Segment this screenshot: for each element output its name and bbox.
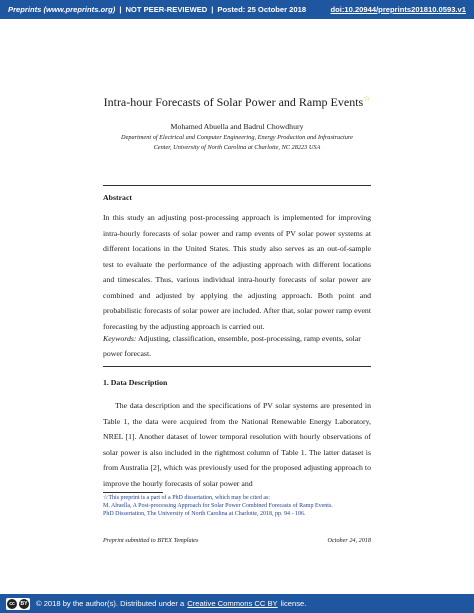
license-footer-bar (0, 594, 474, 613)
license-suffix: license. (280, 599, 307, 608)
paper-title (0, 94, 474, 110)
footnote-rule (103, 492, 163, 493)
posted-date: Posted: 25 October 2018 (217, 5, 307, 14)
section-body: The data description and the specifications of PV solar systems are presented in Table 1, the data were acquired from the National Renewable Energy Laboratory, NREL [1]. Another dataset of lower temporal resolution with hourly observations of solar power is also included in the rightmost column of Table 1. The latter dataset is from Australia [2], which was previously used for the proposed adjusting approach to improve the hourly forecasts of solar power and (103, 401, 371, 488)
paper-affiliation (0, 133, 474, 152)
preprint-header-bar (0, 0, 474, 19)
submitted-to: Preprint submitted to BTEX Templates (103, 537, 199, 544)
abstract-body: In this study an adjusting post-processing approach is implemented for improving intra-hourly forecasts of solar power and ramp events of PV solar power systems at different locations in the United States. This study also serves as an out-of-sample test to evaluate the performance of the adjusting approach with different locations and timescales. Thus, various individual intra-hourly forecasts of solar power are combined and adjusted by applying the adjusting approach. Both point and probabilistic forecasts of solar power are included. After that, solar power ramp event forecasting by the adjusting approach is carried out. (103, 213, 371, 331)
abstract-heading: Abstract (103, 193, 133, 202)
footnote (103, 494, 371, 519)
cc-by-badge[interactable] (6, 598, 30, 610)
paper-title-text: Intra-hour Forecasts of Solar Power and Ramp Events (103, 95, 364, 109)
footnote-line: ☆This preprint is a part of a PhD dissertation, which may be cited as: (103, 495, 271, 501)
keywords-text: Adjusting, classification, ensemble, post-processing, ramp events, solar power forecast. (103, 334, 361, 358)
by-icon: BY (20, 600, 28, 607)
footnote-line: M. Abuella, A Post-processing Approach for Solar Power Combined Forecasts of Ramp Events. (103, 503, 333, 510)
affiliation-line: Department of Electrical and Computer Engineering, Energy Production and Infrastructure (121, 134, 353, 141)
peer-review-status: NOT PEER-REVIEWED (125, 5, 208, 14)
section-heading: 1. Data Description (103, 378, 168, 387)
cc-icon: cc (7, 599, 17, 609)
license-link[interactable]: Creative Commons CC BY (187, 599, 278, 608)
header-left-group (8, 5, 306, 14)
preprint-submission-line (103, 537, 371, 544)
copyright-text: © 2018 by the author(s). Distributed under a (36, 599, 185, 608)
submission-date: October 24, 2018 (327, 537, 371, 544)
header-separator: | (119, 5, 122, 14)
keywords-label: Keywords: (103, 334, 137, 343)
preprints-link[interactable]: Preprints (www.preprints.org) (8, 5, 116, 14)
paper-authors: Mohamed Abuella and Badrul Chowdhury (170, 122, 304, 131)
footnote-line: PhD Dissertation, The University of North Carolina at Charlotte, 2018, pp. 94 - 106. (103, 511, 306, 518)
keywords (103, 332, 371, 361)
title-footnote-star[interactable]: ☆ (363, 94, 371, 103)
doi-link[interactable]: doi:10.20944/preprints201810.0593.v1 (330, 5, 466, 14)
abstract-bottom-rule (103, 366, 371, 367)
abstract-top-rule (103, 185, 371, 186)
affiliation-line: Center, University of North Carolina at Charlotte, NC 28223 USA (153, 143, 321, 151)
header-separator: | (211, 5, 214, 14)
